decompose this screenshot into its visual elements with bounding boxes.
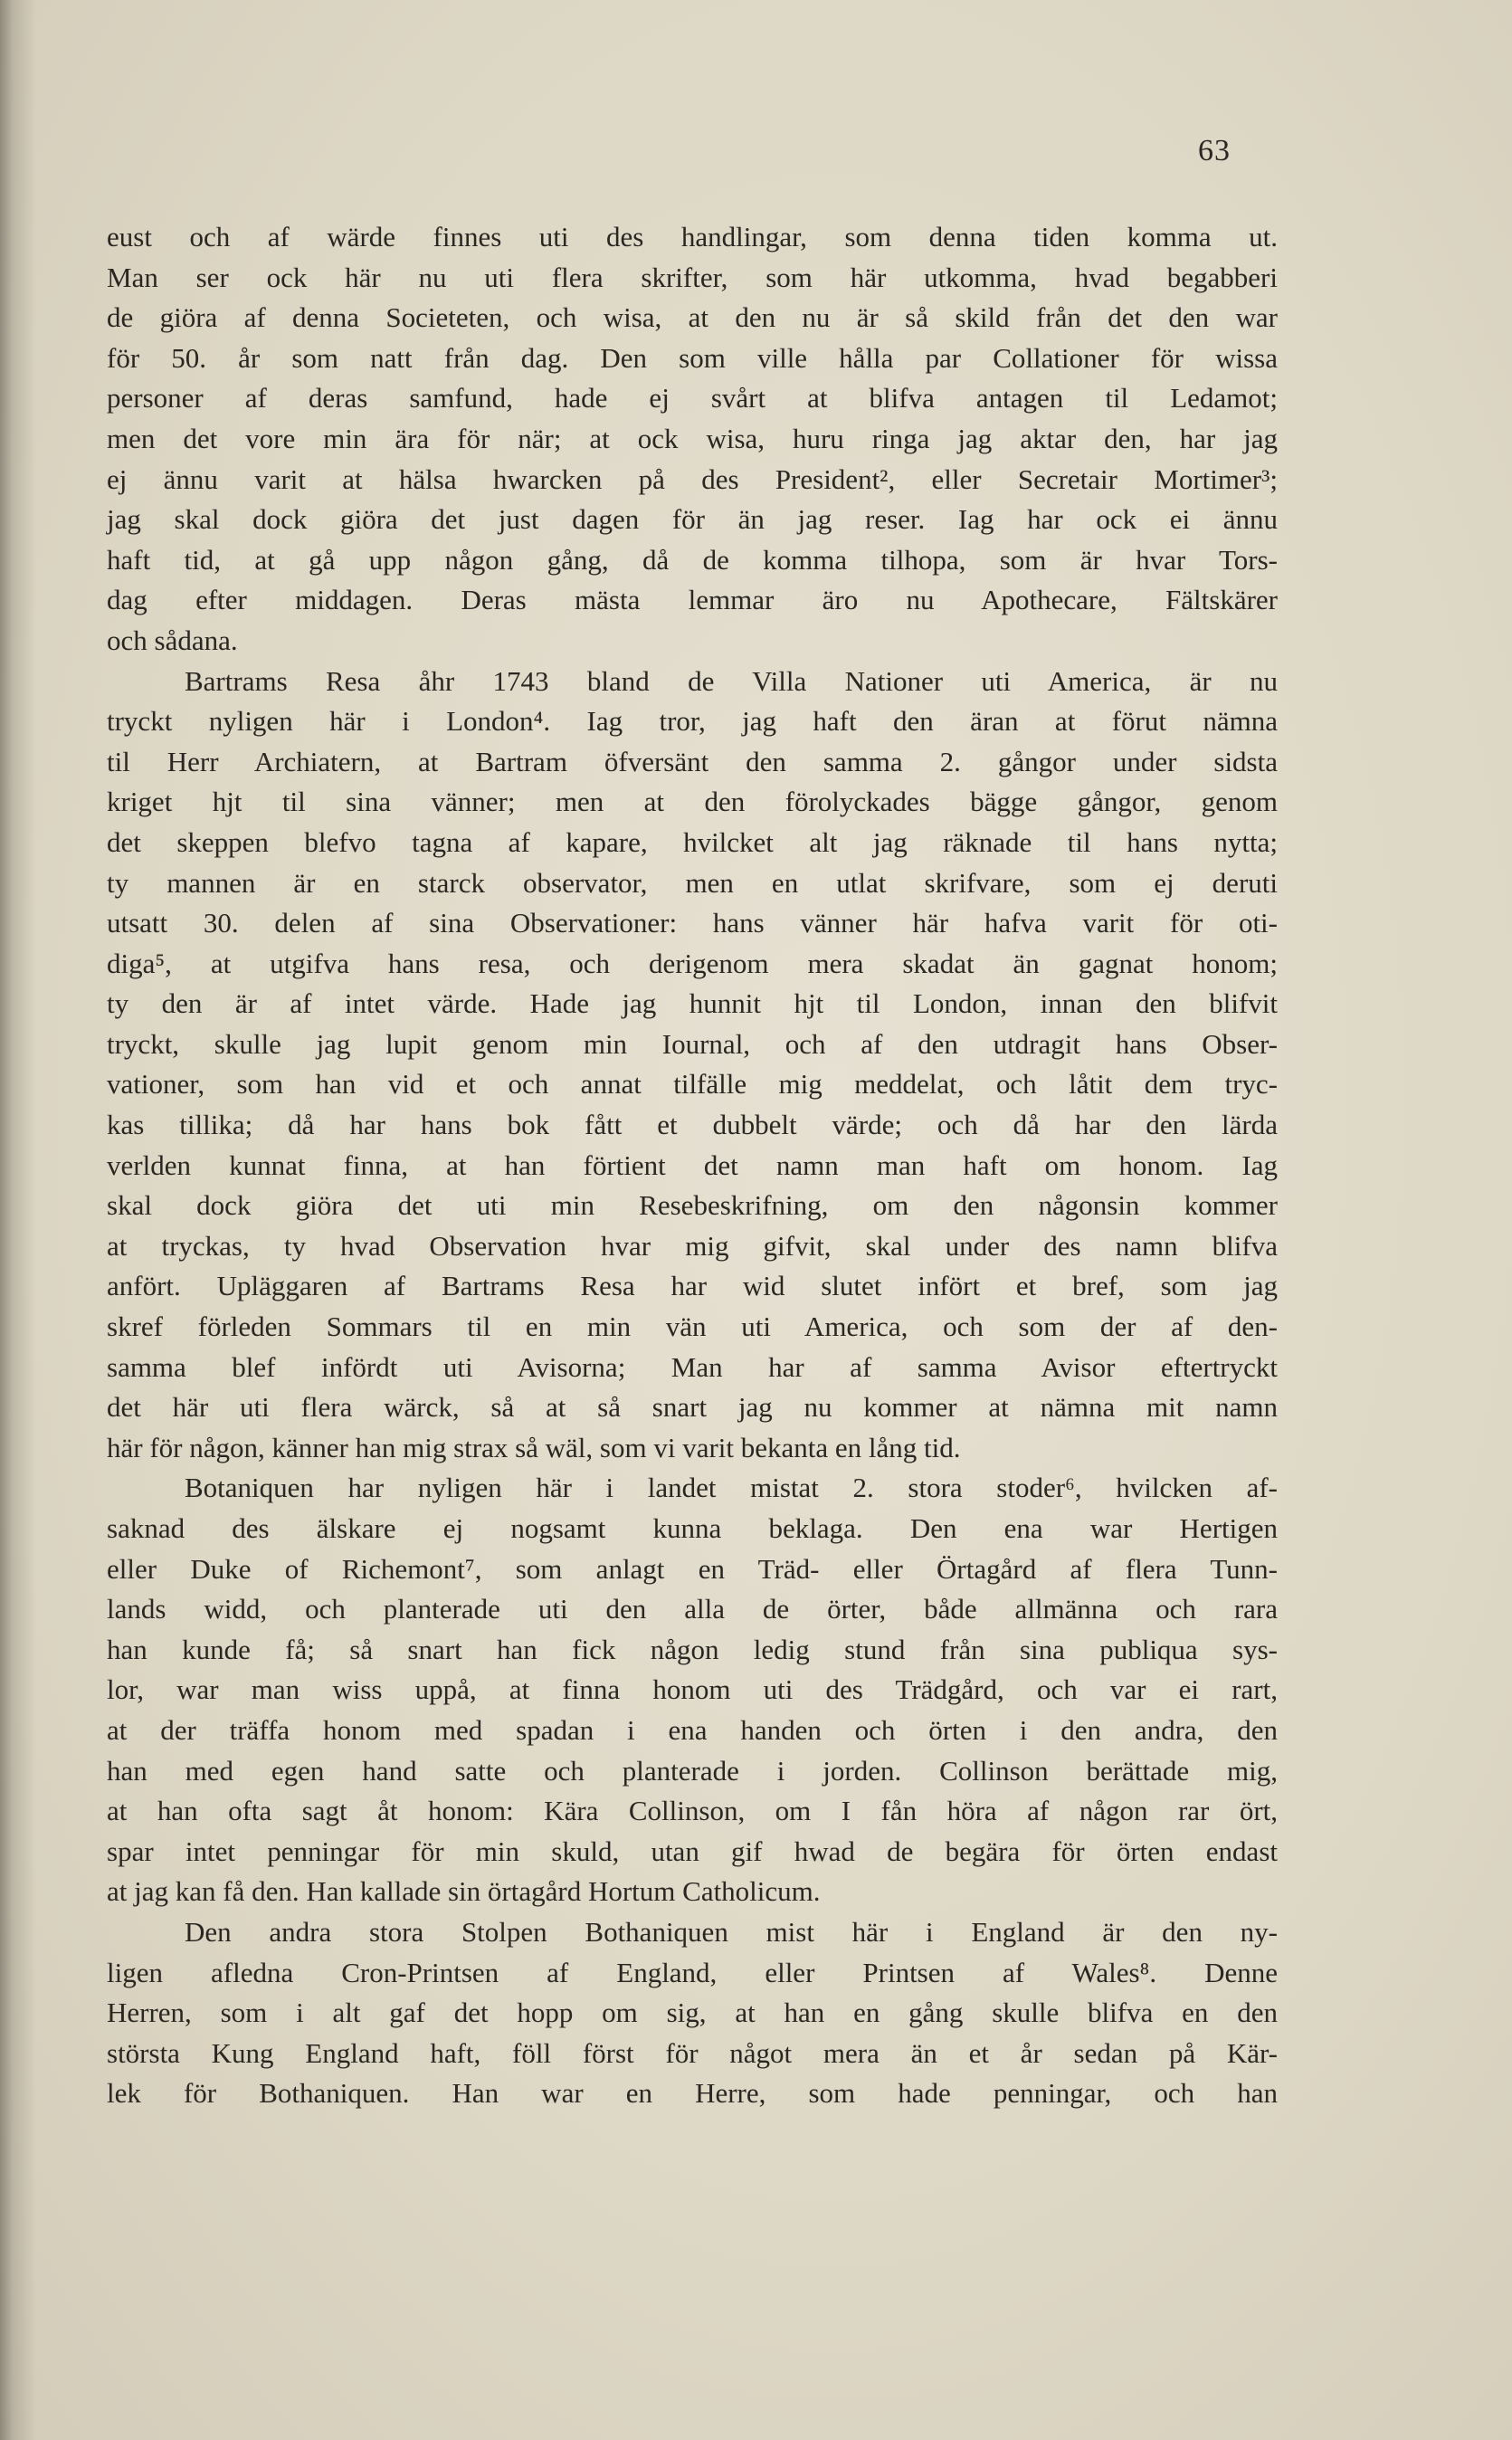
text-line: tryckt, skulle jag lupit genom min Iournal, och af den utdragit hans Obser- — [107, 1027, 1278, 1060]
text-line: eller Duke of Richemont⁷, som anlagt en Träd- eller Örtagård af flera Tunn- — [107, 1552, 1278, 1585]
text-line: det skeppen blefvo tagna af kapare, hvilcket alt jag räknade til hans nytta; — [107, 825, 1278, 858]
text-line: ty den är af intet värde. Hade jag hunnit hjt til London, innan den blifvit — [107, 987, 1278, 1020]
text-line: lor, war man wiss uppå, at finna honom uti des Trädgård, och var ei rart, — [107, 1673, 1278, 1706]
text-line: saknad des älskare ej nogsamt kunna beklaga. Den ena war Hertigen — [107, 1512, 1278, 1544]
text-line: utsatt 30. delen af sina Observationer: hans vänner här hafva varit för oti- — [107, 907, 1278, 939]
text-line: dag efter middagen. Deras mästa lemmar äro nu Apothecare, Fältskärer — [107, 584, 1278, 616]
text-line: at der träffa honom med spadan i ena handen och örten i den andra, den — [107, 1713, 1278, 1746]
text-line: Man ser ock här nu uti flera skrifter, som här utkomma, hvad begabberi — [107, 261, 1278, 293]
text-line: här för någon, känner han mig strax så wäl, som vi varit bekanta en lång tid. — [107, 1431, 961, 1463]
text-line: haft tid, at gå upp någon gång, då de komma tilhopa, som är hvar Tors- — [107, 543, 1278, 576]
page-number: 63 — [1198, 134, 1231, 167]
text-line: Den andra stora Stolpen Bothaniquen mist här i England är den ny- — [185, 1915, 1278, 1948]
text-line: vationer, som han vid et och annat tilfälle mig meddelat, och låtit dem tryc- — [107, 1068, 1278, 1101]
text-line: men det vore min ära för när; at ock wisa, huru ringa jag aktar den, har jag — [107, 422, 1278, 454]
text-line: lek för Bothaniquen. Han war en Herre, som hade penningar, och han — [107, 2077, 1278, 2110]
body-text — [107, 217, 1278, 2114]
text-line: spar intet penningar för min skuld, utan gif hwad de begära för örten endast — [107, 1835, 1278, 1867]
text-line: jag skal dock giöra det just dagen för än jag reser. Iag har ock ei ännu — [107, 503, 1278, 536]
text-line: och sådana. — [107, 624, 238, 656]
text-line: han kunde få; så snart han fick någon ledig stund från sina publiqua sys- — [107, 1633, 1278, 1665]
text-line: han med egen hand satte och planterade i jorden. Collinson berättade mig, — [107, 1754, 1278, 1787]
text-line: til Herr Archiatern, at Bartram öfversänt den samma 2. gångor under sidsta — [107, 745, 1278, 777]
text-line: verlden kunnat finna, at han förtient det namn man haft om honom. Iag — [107, 1149, 1278, 1181]
text-line: Bartrams Resa åhr 1743 bland de Villa Nationer uti America, är nu — [185, 664, 1278, 697]
text-line: samma blef infördt uti Avisorna; Man har af samma Avisor eftertryckt — [107, 1350, 1278, 1383]
text-line: skref förleden Sommars til en min vän uti America, och som der af den- — [107, 1311, 1278, 1343]
text-line: lands widd, och planterade uti den alla de örter, både allmänna och rara — [107, 1593, 1278, 1625]
text-line: ej ännu varit at hälsa hwarcken på des President², eller Secretair Mortimer³; — [107, 462, 1278, 495]
text-line: diga⁵, at utgifva hans resa, och derigenom mera skadat än gagnat honom; — [107, 947, 1278, 979]
text-line: anfört. Upläggaren af Bartrams Resa har wid slutet infört et bref, som jag — [107, 1270, 1278, 1302]
text-line: at jag kan få den. Han kallade sin örtagård Hortum Catholicum. — [107, 1875, 821, 1908]
text-line: de giöra af denna Societeten, och wisa, at den nu är så skild från det den war — [107, 301, 1278, 334]
text-line: det här uti flera wärck, så at så snart jag nu kommer at nämna mit namn — [107, 1391, 1278, 1424]
text-line: Herren, som i alt gaf det hopp om sig, at han en gång skulle blifva en den — [107, 1997, 1278, 2029]
text-line: at tryckas, ty hvad Observation hvar mig gifvit, skal under des namn blifva — [107, 1229, 1278, 1262]
text-line: personer af deras samfund, hade ej svårt at blifva antagen til Ledamot; — [107, 382, 1278, 415]
text-line: eust och af wärde finnes uti des handlingar, som denna tiden komma ut. — [107, 221, 1278, 253]
text-line: ligen afledna Cron-Printsen af England, eller Printsen af Wales⁸. Denne — [107, 1956, 1278, 1988]
text-line: ty mannen är en starck observator, men en utlat skrifvare, som ej deruti — [107, 866, 1278, 899]
text-line: Botaniquen har nyligen här i landet mistat 2. stora stoder⁶, hvilcken af- — [185, 1472, 1278, 1504]
text-line: kriget hjt til sina vänner; men at den förolyckades bägge gångor, genom — [107, 786, 1278, 818]
text-line: största Kung England haft, föll först för något mera än et år sedan på Kär- — [107, 2036, 1278, 2069]
text-line: för 50. år som natt från dag. Den som ville hålla par Collationer för wissa — [107, 341, 1278, 374]
text-line: kas tillika; då har hans bok fått et dubbelt värde; och då har den lärda — [107, 1109, 1278, 1141]
text-line: tryckt nyligen här i London⁴. Iag tror, jag haft den äran at förut nämna — [107, 705, 1278, 738]
text-line: at han ofta sagt åt honom: Kära Collinson, om I fån höra af någon rar ört, — [107, 1795, 1278, 1827]
text-line: skal dock giöra det uti min Resebeskrifning, om den någonsin kommer — [107, 1189, 1278, 1222]
